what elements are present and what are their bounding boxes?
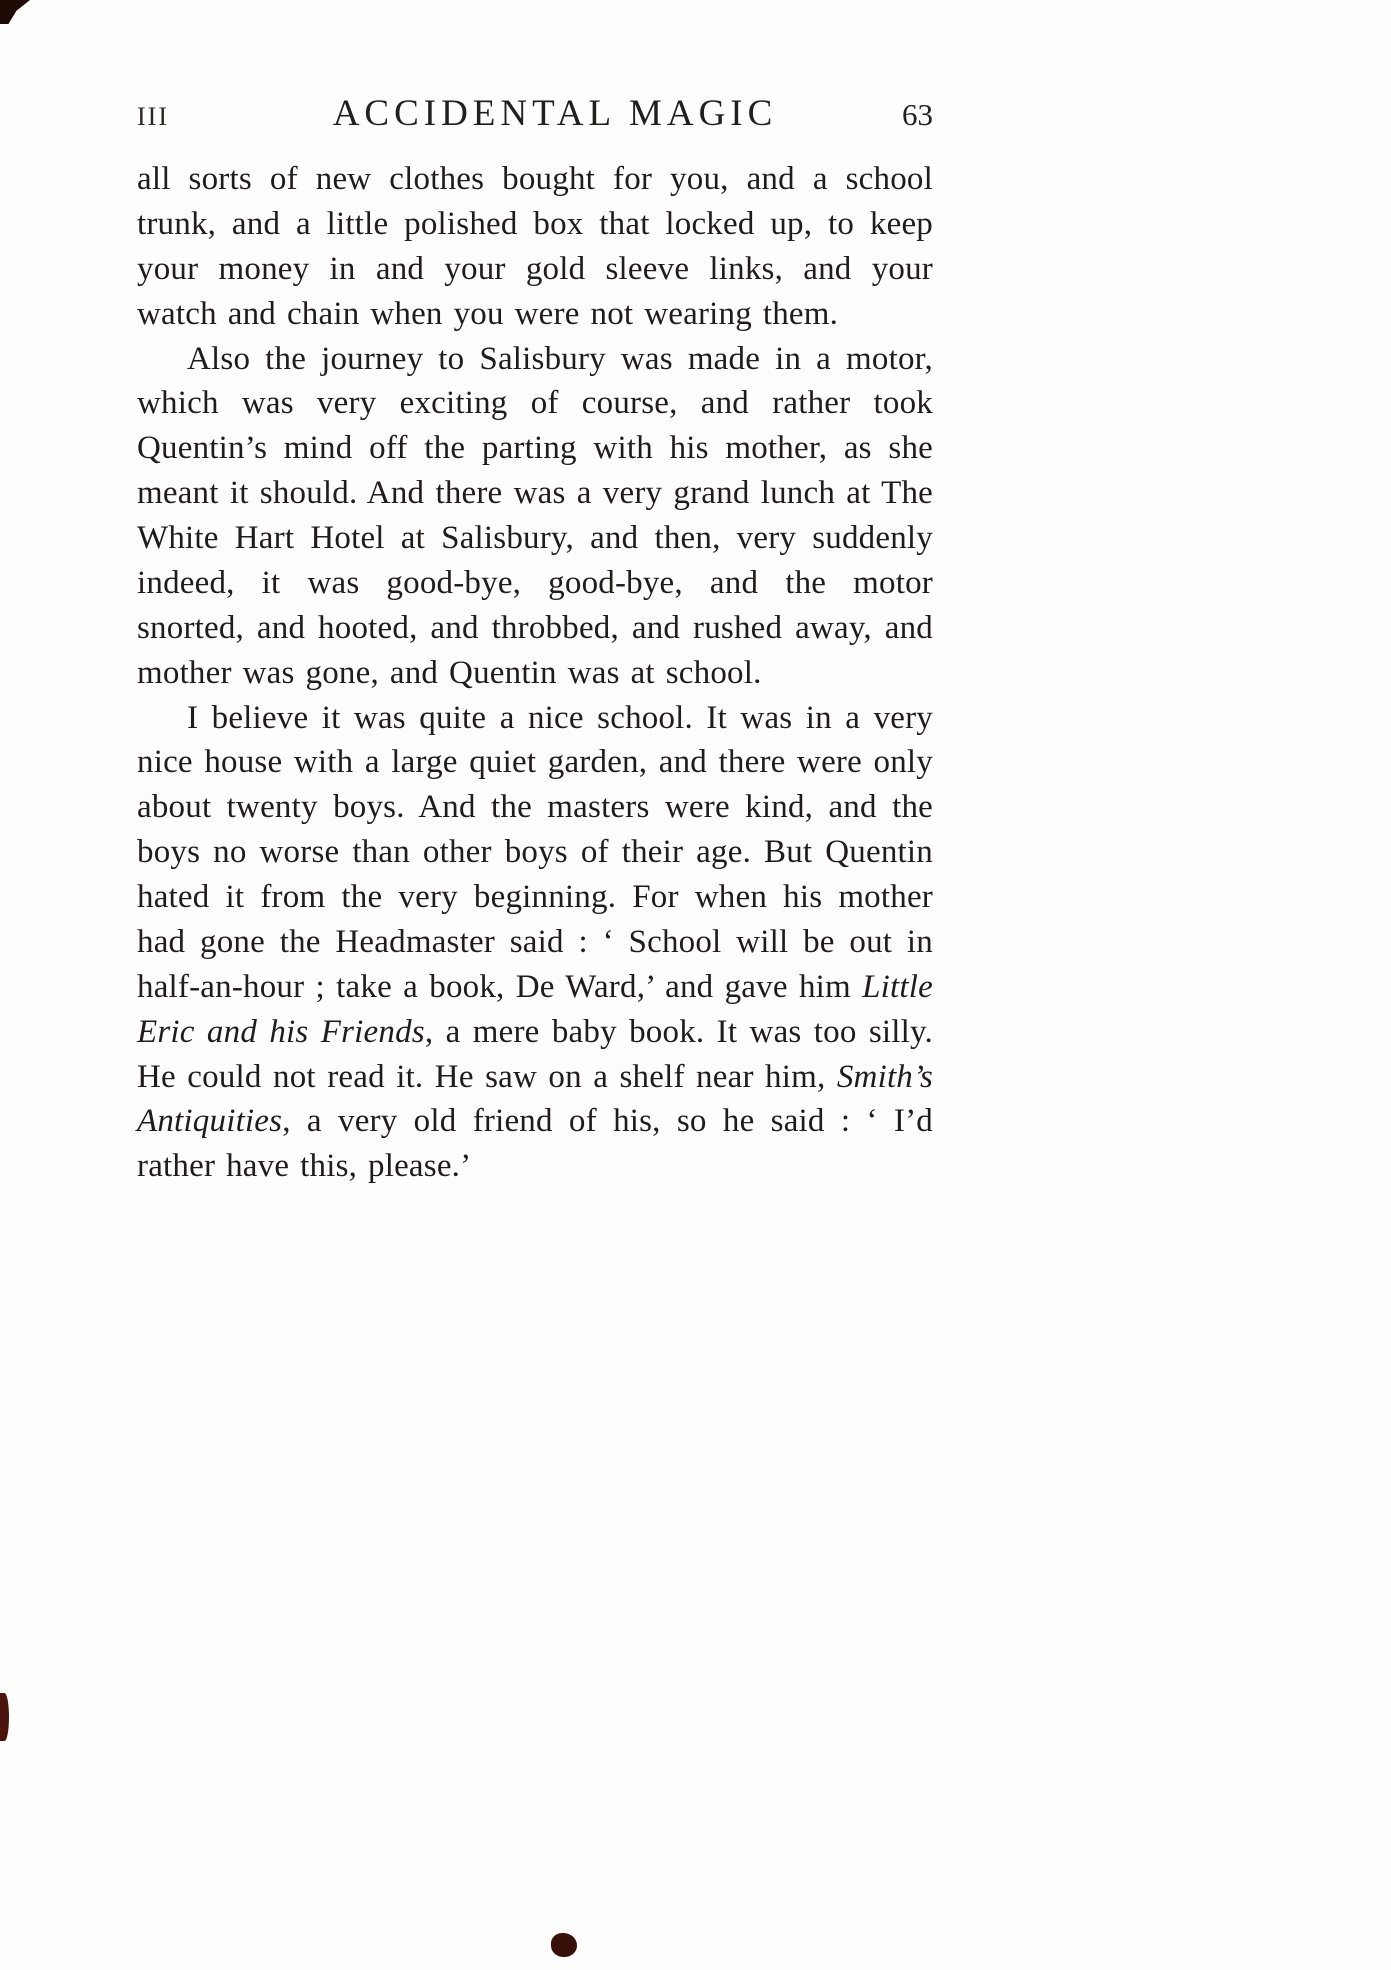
ink-mark-bottom-center [551,1933,577,1957]
text-column [137,92,933,1189]
paragraph-text: all sorts of new clothes bought for you, and a school trunk, and a little polished box that locked up, to keep your money in and your gold sleeve links, and your watch and chain when you were not wearing them. [137,161,933,332]
text-block [137,157,933,1189]
paragraph [137,337,933,696]
page-number: 63 [902,97,933,132]
running-title: ACCIDENTAL MAGIC [332,93,778,134]
paragraph-text: , a mere baby book. It was too silly. He could not read it. He saw on a shelf near him, [137,1013,934,1095]
running-header [137,92,933,135]
paragraph-text: Also the journey to Salisbury was made in a motor, which was very exciting of course, and rather took Quentin’s mind off the parting with his mother, as she meant it should. And there was a very grand lunch at The White Hart Hotel at Salisbury, and then, very suddenly indeed, it was good-bye, good-bye, and the motor snorted, and hooted, and throbbed, and rushed away, and mother was gone, and Quentin was at school. [137,340,933,691]
book-title-italic: Little Eric and his Friends [137,968,933,1050]
paragraph-text: I believe it was quite a nice school. It was in a very nice house with a large quiet garden, and there were only about twenty boys. And the masters were kind, and the boys no worse than other boys of their age. But Quentin hated it from the very beginning. For when his mother had gone the Headmaster said : ‘ School will be out in half-an-hour ; take a book, De Ward,’ and gave him [137,699,933,1005]
chapter-number: III [137,102,169,131]
paragraph-text: , a very old friend of his, so he said : ‘ I’d rather have this, please.’ [137,1103,933,1185]
paragraph [137,157,933,337]
ink-mark-top-left [0,0,30,24]
ink-mark-left-edge [0,1693,9,1741]
paragraph [137,696,933,1190]
book-title-italic: Smith’s Antiquities [137,1058,933,1140]
